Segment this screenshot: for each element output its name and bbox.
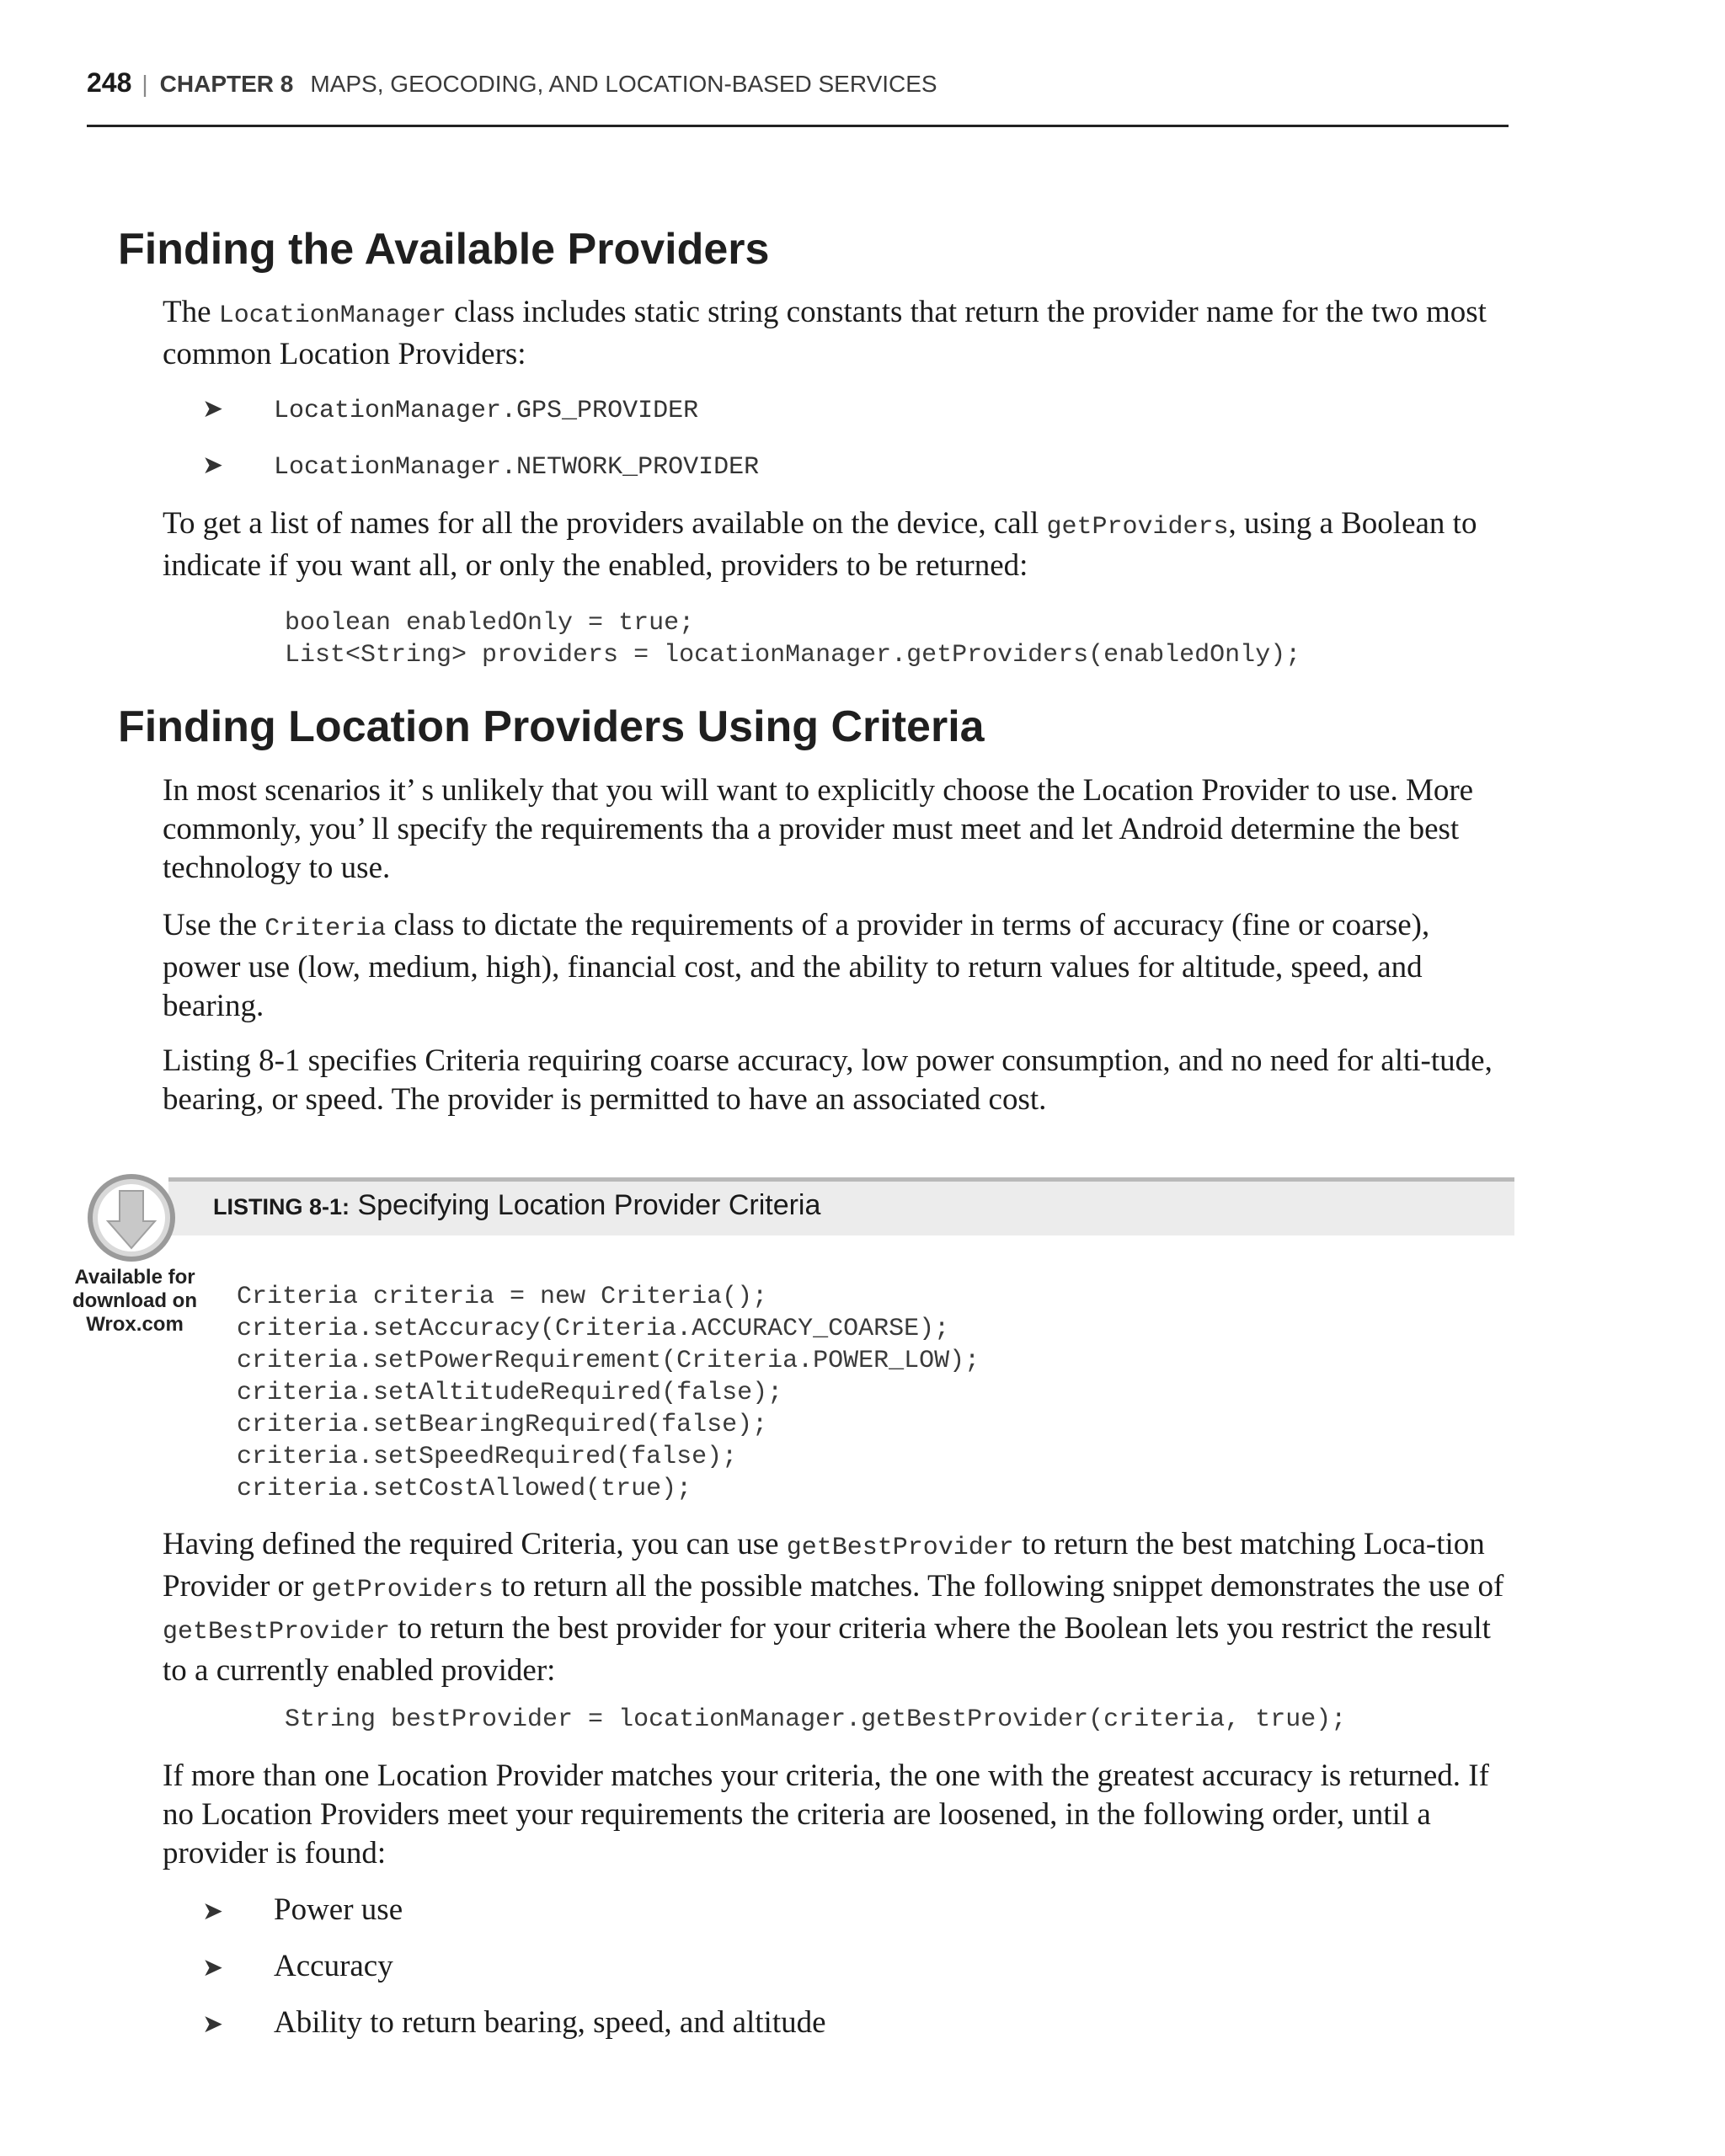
bullet-arrow-icon: ➤	[202, 2009, 224, 2039]
inline-code: getBestProvider	[786, 1534, 1014, 1562]
inline-code: Criteria	[264, 915, 387, 943]
header-separator: |	[142, 71, 148, 97]
running-header	[87, 67, 1509, 99]
code-line: String bestProvider = locationManager.getBestProvider(criteria, true);	[285, 1705, 1347, 1734]
code-block	[285, 607, 1300, 671]
text-run: to return all the possible matches. The following snippet demonstrates the use of	[493, 1569, 1504, 1604]
list-item-text: Power use	[274, 1892, 403, 1927]
paragraph-get-providers	[163, 504, 1510, 585]
list-item-text: LocationManager.NETWORK_PROVIDER	[274, 453, 760, 482]
code-line: criteria.setAccuracy(Criteria.ACCURACY_COARSE);	[237, 1315, 950, 1343]
code-line: criteria.setPowerRequirement(Criteria.POWER_LOW);	[237, 1347, 980, 1375]
listing-title	[213, 1189, 820, 1222]
list-item	[202, 1892, 1466, 1928]
paragraph-scenarios: In most scenarios it’ s unlikely that you will want to explicitly choose the Location Provider to use. More commonly, you’ ll specify the requirements tha a provider must meet and let Android determine the best technology to use.	[163, 773, 1474, 885]
text-run: , using a Boolean to indicate if you want all, or only the enabled, providers to be returned:	[163, 506, 1477, 583]
download-note: Available for download on Wrox.com	[72, 1266, 197, 1336]
code-line: criteria.setBearingRequired(false);	[237, 1411, 768, 1439]
text-run: Having defined the required Criteria, you can use	[163, 1527, 787, 1561]
section-title-criteria: Finding Location Providers Using Criteria	[118, 702, 985, 751]
list-item-text: Accuracy	[274, 1949, 393, 1983]
code-line: criteria.setSpeedRequired(false);	[237, 1443, 738, 1471]
text-run: class includes static string constants that return the provider name for the two most common Location Providers:	[163, 295, 1487, 371]
code-line: List<String> providers = locationManager.getProviders(enabledOnly);	[285, 641, 1301, 670]
list-item	[202, 394, 1466, 425]
text-run: To get a list of names for all the providers available on the device, call	[163, 506, 1047, 541]
inline-code: getBestProvider	[163, 1618, 391, 1646]
bullet-arrow-icon: ➤	[202, 451, 224, 480]
paragraph-listing-intro: Listing 8-1 specifies Criteria requiring coarse accuracy, low power consumption, and no need for alti-tude, bearing, or speed. The provider is permitted to have an associated cost.	[163, 1043, 1493, 1117]
chapter-label: CHAPTER 8	[159, 71, 294, 97]
listing-code-block	[237, 1281, 980, 1505]
list-item	[202, 2004, 1466, 2041]
inline-code: LocationManager	[218, 302, 446, 330]
code-line: Criteria criteria = new Criteria();	[237, 1283, 768, 1311]
inline-code: getProviders	[311, 1576, 494, 1604]
text-run: to return the best provider for your criteria where the Boolean lets you restrict the result to a currently enabled provider:	[163, 1611, 1491, 1688]
download-icon	[84, 1171, 179, 1265]
listing-label: LISTING 8-1:	[213, 1194, 350, 1219]
list-item	[202, 451, 1466, 482]
code-line: criteria.setAltitudeRequired(false);	[237, 1379, 783, 1407]
bullet-arrow-icon: ➤	[202, 1897, 224, 1926]
code-line: boolean enabledOnly = true;	[285, 609, 695, 638]
list-item	[202, 1948, 1466, 1984]
paragraph-intro	[163, 293, 1510, 374]
paragraph-best-provider	[163, 1525, 1510, 1690]
page-number: 248	[87, 67, 132, 98]
chapter-title: MAPS, GEOCODING, AND LOCATION-BASED SERVICES	[310, 71, 937, 97]
listing-title-text: Specifying Location Provider Criteria	[357, 1189, 821, 1221]
bullet-arrow-icon: ➤	[202, 394, 224, 424]
text-run: to return the best matching Loca-tion Provider or	[163, 1527, 1485, 1604]
text-run: The	[163, 295, 219, 329]
paragraph-loosened-order: If more than one Location Provider matches your criteria, the one with the greatest accuracy is returned. If no Location Providers meet your requirements the criteria are loosened, in the following order, until a provider is found:	[163, 1758, 1489, 1870]
section-title-available-providers: Finding the Available Providers	[118, 225, 770, 274]
list-item-text: Ability to return bearing, speed, and altitude	[274, 2005, 826, 2040]
text-run: Use the	[163, 908, 265, 942]
text-run: class to dictate the requirements of a provider in terms of accuracy (fine or coarse), power use (low, medium, high), financial cost, and the ability to return values for altitude, speed, and bearing.	[163, 908, 1430, 1023]
paragraph-criteria-class	[163, 906, 1510, 1026]
bullet-arrow-icon: ➤	[202, 1953, 224, 1983]
code-block	[285, 1704, 1346, 1736]
code-line: criteria.setCostAllowed(true);	[237, 1475, 692, 1503]
header-rule	[87, 125, 1509, 127]
inline-code: getProviders	[1046, 513, 1229, 542]
list-item-text: LocationManager.GPS_PROVIDER	[274, 397, 699, 425]
